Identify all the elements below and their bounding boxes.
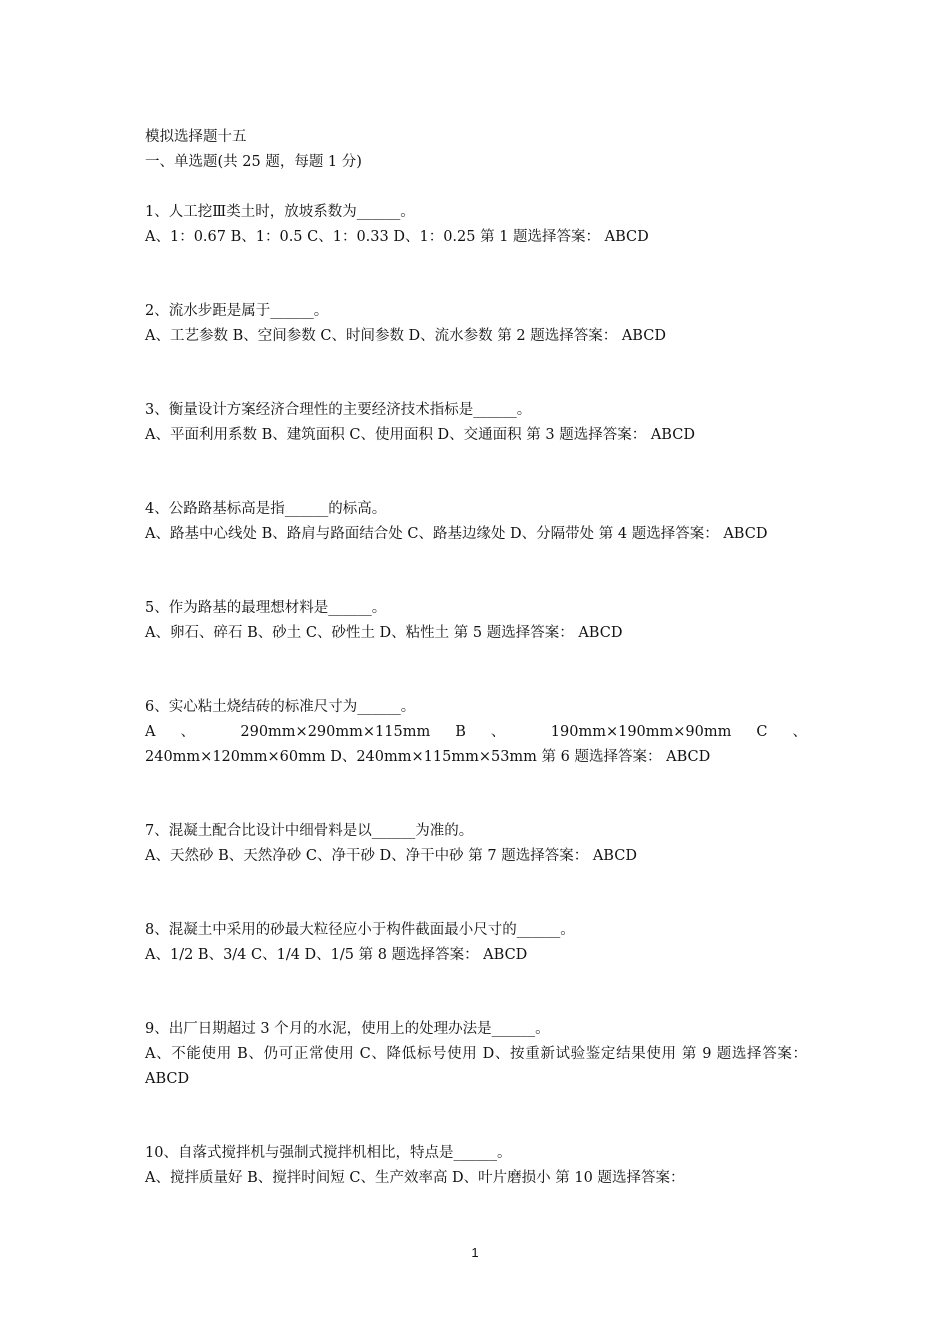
question-10 bbox=[145, 1141, 807, 1191]
document-body bbox=[145, 125, 807, 1240]
question-stem: 7、混凝土配合比设计中细骨料是以______为准的。 bbox=[145, 823, 474, 839]
question-stem: 2、流水步距是属于______。 bbox=[145, 303, 329, 319]
question-1 bbox=[145, 200, 807, 250]
question-3 bbox=[145, 398, 807, 448]
question-stem: 5、作为路基的最理想材料是______。 bbox=[145, 600, 387, 616]
question-options: A、1：0.67 B、1：0.5 C、1：0.33 D、1：0.25 第 1 题选择答案： ABCD bbox=[145, 229, 649, 245]
question-options: A 、 290mm×290mm×115mm B 、 190mm×190mm×90mm C 、 240mm×120mm×60mm D、240mm×115mm×53mm 第 6 题选择答案： ABCD bbox=[145, 724, 807, 765]
question-5 bbox=[145, 596, 807, 646]
section-heading: 一、单选题(共 25 题，每题 1 分) bbox=[145, 154, 362, 170]
page-number: 1 bbox=[471, 1245, 479, 1260]
question-options: A、不能使用 B、仍可正常使用 C、降低标号使用 D、按重新试验鉴定结果使用 第 9 题选择答案： ABCD bbox=[145, 1046, 807, 1087]
question-options: A、1/2 B、3/4 C、1/4 D、1/5 第 8 题选择答案： ABCD bbox=[145, 947, 528, 963]
question-options: A、工艺参数 B、空间参数 C、时间参数 D、流水参数 第 2 题选择答案： ABCD bbox=[145, 328, 666, 344]
document-title: 模拟选择题十五 bbox=[145, 129, 247, 145]
question-stem: 1、人工挖Ⅲ类土时，放坡系数为______。 bbox=[145, 204, 415, 220]
question-stem: 6、实心粘土烧结砖的标准尺寸为______。 bbox=[145, 699, 416, 715]
question-stem: 4、公路路基标高是指______的标高。 bbox=[145, 501, 387, 517]
question-7 bbox=[145, 819, 807, 869]
question-stem: 3、衡量设计方案经济合理性的主要经济技术指标是______。 bbox=[145, 402, 532, 418]
question-4 bbox=[145, 497, 807, 547]
question-options: A、路基中心线处 B、路肩与路面结合处 C、路基边缘处 D、分隔带处 第 4 题选择答案： ABCD bbox=[145, 526, 768, 542]
question-9 bbox=[145, 1017, 807, 1092]
question-8 bbox=[145, 918, 807, 968]
spacer bbox=[145, 175, 807, 200]
question-stem: 10、自落式搅拌机与强制式搅拌机相比，特点是______。 bbox=[145, 1145, 512, 1161]
question-stem: 8、混凝土中采用的砂最大粒径应小于构件截面最小尺寸的______。 bbox=[145, 922, 575, 938]
question-options: A、平面利用系数 B、建筑面积 C、使用面积 D、交通面积 第 3 题选择答案： ABCD bbox=[145, 427, 695, 443]
question-2 bbox=[145, 299, 807, 349]
question-options: A、卵石、碎石 B、砂土 C、砂性土 D、粘性土 第 5 题选择答案： ABCD bbox=[145, 625, 623, 641]
question-stem: 9、出厂日期超过 3 个月的水泥，使用上的处理办法是______。 bbox=[145, 1021, 550, 1037]
question-options: A、搅拌质量好 B、搅拌时间短 C、生产效率高 D、叶片磨损小 第 10 题选择答案： bbox=[145, 1170, 685, 1186]
question-options: A、天然砂 B、天然净砂 C、净干砂 D、净干中砂 第 7 题选择答案： ABCD bbox=[145, 848, 637, 864]
question-6 bbox=[145, 695, 807, 770]
